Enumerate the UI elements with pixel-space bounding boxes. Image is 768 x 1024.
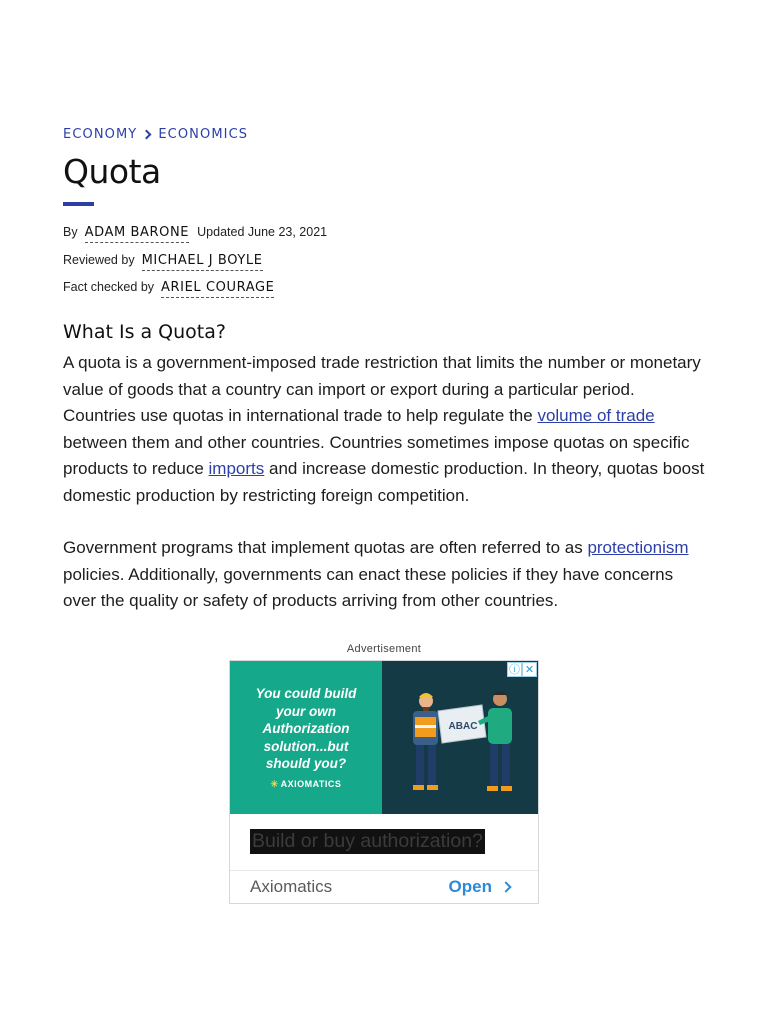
ad-headline-container[interactable] <box>250 829 485 854</box>
close-icon[interactable]: ✕ <box>522 662 537 677</box>
paragraph-text: A quota is a government-imposed trade restriction that limits the number or monetary value of goods that a country can import or export during a particular period. Countries use quotas in international trade to help regulate the <box>63 353 701 425</box>
paragraph-2 <box>63 535 708 615</box>
by-label: By <box>63 225 78 239</box>
ad-divider <box>230 870 538 871</box>
ad-copy-line: should you? <box>265 756 347 771</box>
breadcrumb-economics[interactable]: ECONOMICS <box>158 127 249 142</box>
ad-copy-line: You could build <box>255 686 357 701</box>
page-title: Quota <box>63 152 161 191</box>
byline-author <box>63 225 327 243</box>
ad-copy-line: your own <box>276 703 336 719</box>
fact-checker-link[interactable]: ARIEL COURAGE <box>161 280 274 298</box>
paragraph-1 <box>63 350 708 509</box>
breadcrumb <box>63 127 248 142</box>
ad-illustration-panel <box>382 661 538 814</box>
protectionism-link[interactable]: protectionism <box>587 538 689 557</box>
reviewed-label: Reviewed by <box>63 253 135 267</box>
ad-copy-panel <box>230 661 382 814</box>
chevron-right-icon <box>500 881 511 892</box>
volume-of-trade-link[interactable]: volume of trade <box>537 406 655 425</box>
info-icon[interactable]: ⓘ <box>509 664 520 676</box>
byline-reviewer <box>63 253 263 271</box>
reviewer-link[interactable]: MICHAEL J BOYLE <box>142 253 263 271</box>
ad-brand <box>230 779 382 790</box>
breadcrumb-economy[interactable]: ECONOMY <box>63 127 138 142</box>
paragraph-text: Government programs that implement quotas are often referred to as <box>63 538 588 557</box>
imports-link[interactable]: imports <box>208 459 265 478</box>
ad-unit[interactable] <box>229 660 539 904</box>
ad-banner[interactable] <box>230 661 538 814</box>
author-link[interactable]: ADAM BARONE <box>85 225 190 243</box>
ad-advertiser: Axiomatics <box>250 877 333 896</box>
ad-brand-name: AXIOMATICS <box>280 779 342 789</box>
workers-illustration-icon <box>382 661 538 814</box>
chevron-right-icon <box>142 130 152 140</box>
ad-copy <box>230 685 382 773</box>
ad-headline[interactable]: Build or buy authorization? <box>252 830 483 852</box>
byline-fact-checker <box>63 280 274 298</box>
updated-date: Updated June 23, 2021 <box>197 225 328 239</box>
title-underline <box>63 202 94 206</box>
axiomatics-logo-icon: ✳ <box>270 779 279 789</box>
ad-copy-line: solution...but <box>263 738 349 754</box>
ad-sign-text: ABAC <box>448 721 478 732</box>
ad-controls[interactable] <box>507 662 537 677</box>
ad-copy-line: Authorization <box>262 721 350 736</box>
fact-checked-label: Fact checked by <box>63 280 155 294</box>
advertisement-label: Advertisement <box>346 643 422 655</box>
ad-open-label: Open <box>448 877 492 896</box>
paragraph-text: between them and other countries. Countries sometimes impose quotas on specific products to reduce <box>63 432 690 478</box>
paragraph-text: policies. Additionally, governments can enact these policies if they have concerns over the quality or safety of products arriving from other countries. <box>63 564 674 610</box>
paragraph-text: and increase domestic production. In theory, quotas boost domestic production by restricting foreign competition. <box>63 459 705 505</box>
section-heading: What Is a Quota? <box>63 321 226 343</box>
ad-open-button[interactable] <box>449 877 510 897</box>
